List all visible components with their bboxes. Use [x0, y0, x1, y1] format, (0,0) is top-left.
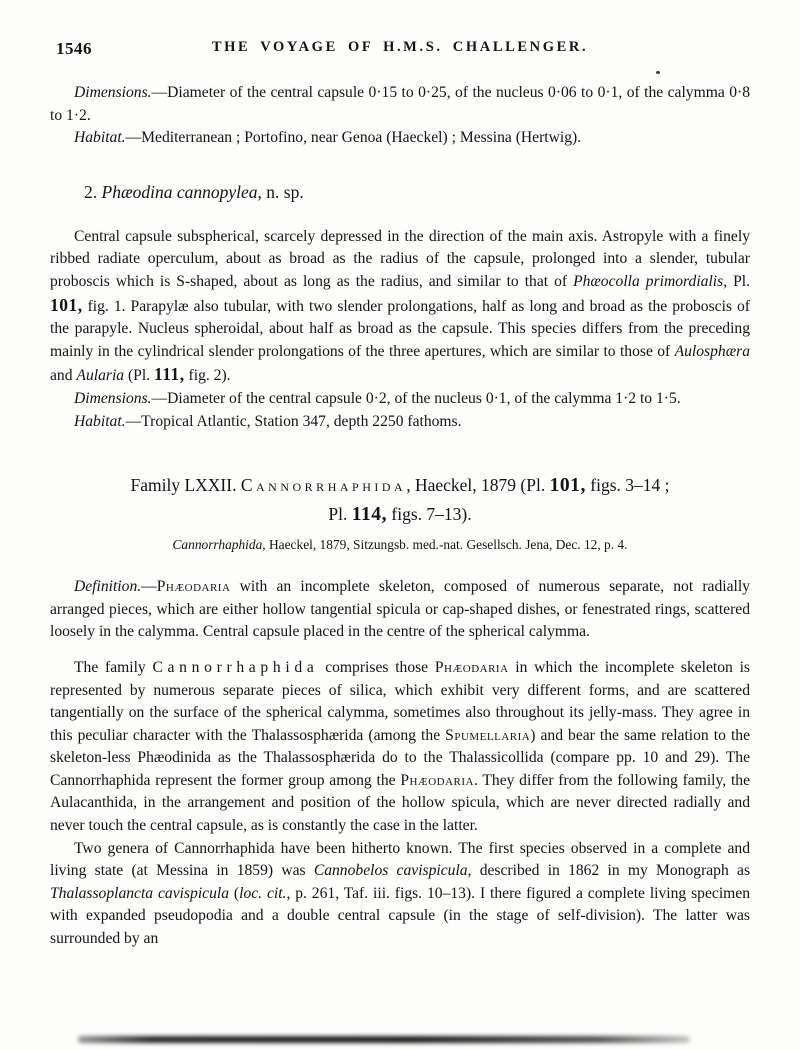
page-edge-shadow: [78, 1036, 690, 1043]
page-header: [52, 38, 748, 60]
species-habitat: Habitat.—Tropical Atlantic, Station 347, depth 2250 fathoms.: [74, 412, 462, 430]
species-heading: 2. Phæodina cannopylea, n. sp.: [84, 181, 304, 202]
family-discussion-2: Two genera of Cannorrhaphida have been hitherto known. The first species observed in a complete and living state (at Messina in 1859) was Cannobelos cavispicula, described in 1862 in my Monograph as Thalassoplancta cavispicula (loc. cit., p. 261, Taf. iii. figs. 10–13). I there figured a complete living specimen with expanded pseudopodia and a double central capsule (in the stage of self-division). The latter was surrounded by an: [50, 839, 751, 948]
running-head: THE VOYAGE OF H.M.S. CHALLENGER.: [211, 39, 589, 55]
family-discussion-1: The family Cannorrhaphida comprises those Phæodaria in which the incomplete skeleton is represented by numerous separate pieces of silica, which exhibit very different forms, and are scattered tangentially on the surface of the spherical calymma, sometimes also throughout its jelly-mass. They agree in this peculiar character with the Thalassosphærida (among the Spumellaria) and bear the same relation to the skeleton-less Phæodinida as the Thalassosphærida do to the Thalassicollida (compare pp. 10 and 29). The Cannorrhaphida represent the former group among the Phæodaria. They differ from the following family, the Aulacanthida, in the arrangement and position of the hollow spicula, which are never directed radially and never touch the central capsule, as is constantly the case in the latter.: [50, 658, 751, 835]
scan-speck: [656, 71, 660, 74]
species-dimensions: Dimensions.—Diameter of the central capsule 0·2, of the nucleus 0·1, of the calymma 1·2 to 1·5.: [74, 389, 681, 407]
family-heading: Family LXXII. Cannorrhaphida, Haeckel, 1879 (Pl. 101, figs. 3–14 ; Pl. 114, figs. 7–13).: [130, 475, 670, 526]
family-citation: Cannorrhaphida, Haeckel, 1879, Sitzungsb. med.-nat. Gesellsch. Jena, Dec. 12, p. 4.: [172, 537, 628, 553]
prev-species-dimensions: Dimensions.—Diameter of the central capsule 0·15 to 0·25, of the nucleus 0·06 to 0·1, of the calymma 0·8 to 1·2.: [50, 84, 750, 124]
prev-species-habitat: Habitat.—Mediterranean ; Portofino, near Genoa (Haeckel) ; Messina (Hertwig).: [74, 129, 582, 147]
species-description: Central capsule subspherical, scarcely depressed in the direction of the main axis. Astropyle with a finely ribbed radiate operculum, about as broad as the radius of the capsule, prolonged into a slender, tubular proboscis which is S-shaped, about as long as the radius, and similar to that of Phæocolla primordialis, Pl. 101, fig. 1. Parapylæ also tubular, with two slender prolongations, half as long and broad as the proboscis of the parapyle. Nucleus spheroidal, about half as broad as the capsule. This species differs from the preceding mainly in the cylindrical slender prolongations of the three apertures, which are similar to those of Aulosphæra and Aularia (Pl. 111, fig. 2).: [50, 227, 750, 385]
page-number: 1546: [56, 39, 92, 58]
family-definition: Definition.—Phæodaria with an incomplete skeleton, composed of numerous separate, not radially arranged pieces, which are either hollow tangential spicula or cap-shaped dishes, or fenestrated rings, scattered loosely in the calymma. Central capsule placed in the centre of the spherical calymma.: [50, 578, 750, 641]
